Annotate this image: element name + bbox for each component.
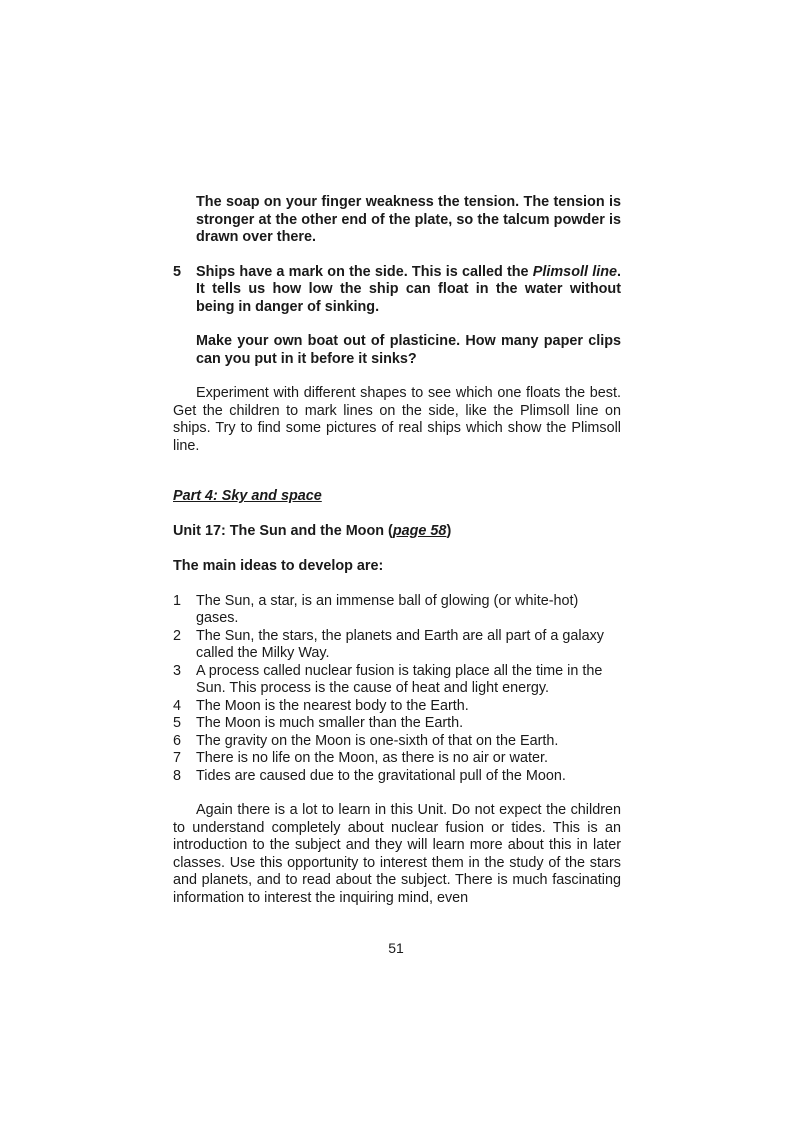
boat-activity: Make your own boat out of plasticine. How many paper clips can you put in it before it sinks? <box>196 333 621 367</box>
soap-explanation: The soap on your finger weakness the tension. The tension is stronger at the other end of the plate, so the talcum powder is drawn over there. <box>196 194 621 245</box>
part-heading: Part 4: Sky and space <box>173 488 322 504</box>
ideas-list <box>173 593 621 786</box>
list-item: 7 There is no life on the Moon, as there is no air or water. <box>173 750 548 766</box>
question-5 <box>173 264 621 317</box>
plimsoll-line-term: Plimsoll line <box>532 263 617 280</box>
page-number: 51 <box>388 940 404 956</box>
list-item: 1 The Sun, a star, is an immense ball of glowing (or white-hot) gases. <box>173 592 579 626</box>
list-item: 4 The Moon is the nearest body to the Earth. <box>173 697 469 714</box>
list-item: 6 The gravity on the Moon is one-sixth of that on the Earth. <box>173 732 559 749</box>
ideas-heading: The main ideas to develop are: <box>173 558 384 574</box>
list-item: 2 The Sun, the stars, the planets and Earth are all part of a galaxy called the Milky Way. <box>173 627 604 661</box>
page-reference: page 58 <box>392 522 447 539</box>
question-number: 5 <box>173 263 182 280</box>
unit-heading: Unit 17: The Sun and the Moon (page 58) <box>173 522 452 539</box>
closing-paragraph: Again there is a lot to learn in this Unit. Do not expect the children to understand completely about nuclear fusion or tides. This is an introduction to the subject and they will learn more about this in later classes. Use this opportunity to interest them in the study of the stars and planets, and to read about the subject. There is much fascinating information to interest the inquiring mind, even <box>173 802 621 906</box>
list-item: 5 The Moon is much smaller than the Earth. <box>173 715 464 731</box>
list-item: 3 A process called nuclear fusion is taking place all the time in the Sun. This process is the cause of heat and light energy. <box>173 662 603 696</box>
question-text: Ships have a mark on the side. This is called the Plimsoll line. It tells us how low the ship can float in the water without being in danger of sinking. <box>196 263 621 315</box>
list-item: 8 Tides are caused due to the gravitational pull of the Moon. <box>173 767 566 784</box>
page-body <box>173 194 621 907</box>
experiment-paragraph: Experiment with different shapes to see which one floats the best. Get the children to mark lines on the side, like the Plimsoll line on ships. Try to find some pictures of real ships which show the Plimsoll line. <box>173 385 621 454</box>
